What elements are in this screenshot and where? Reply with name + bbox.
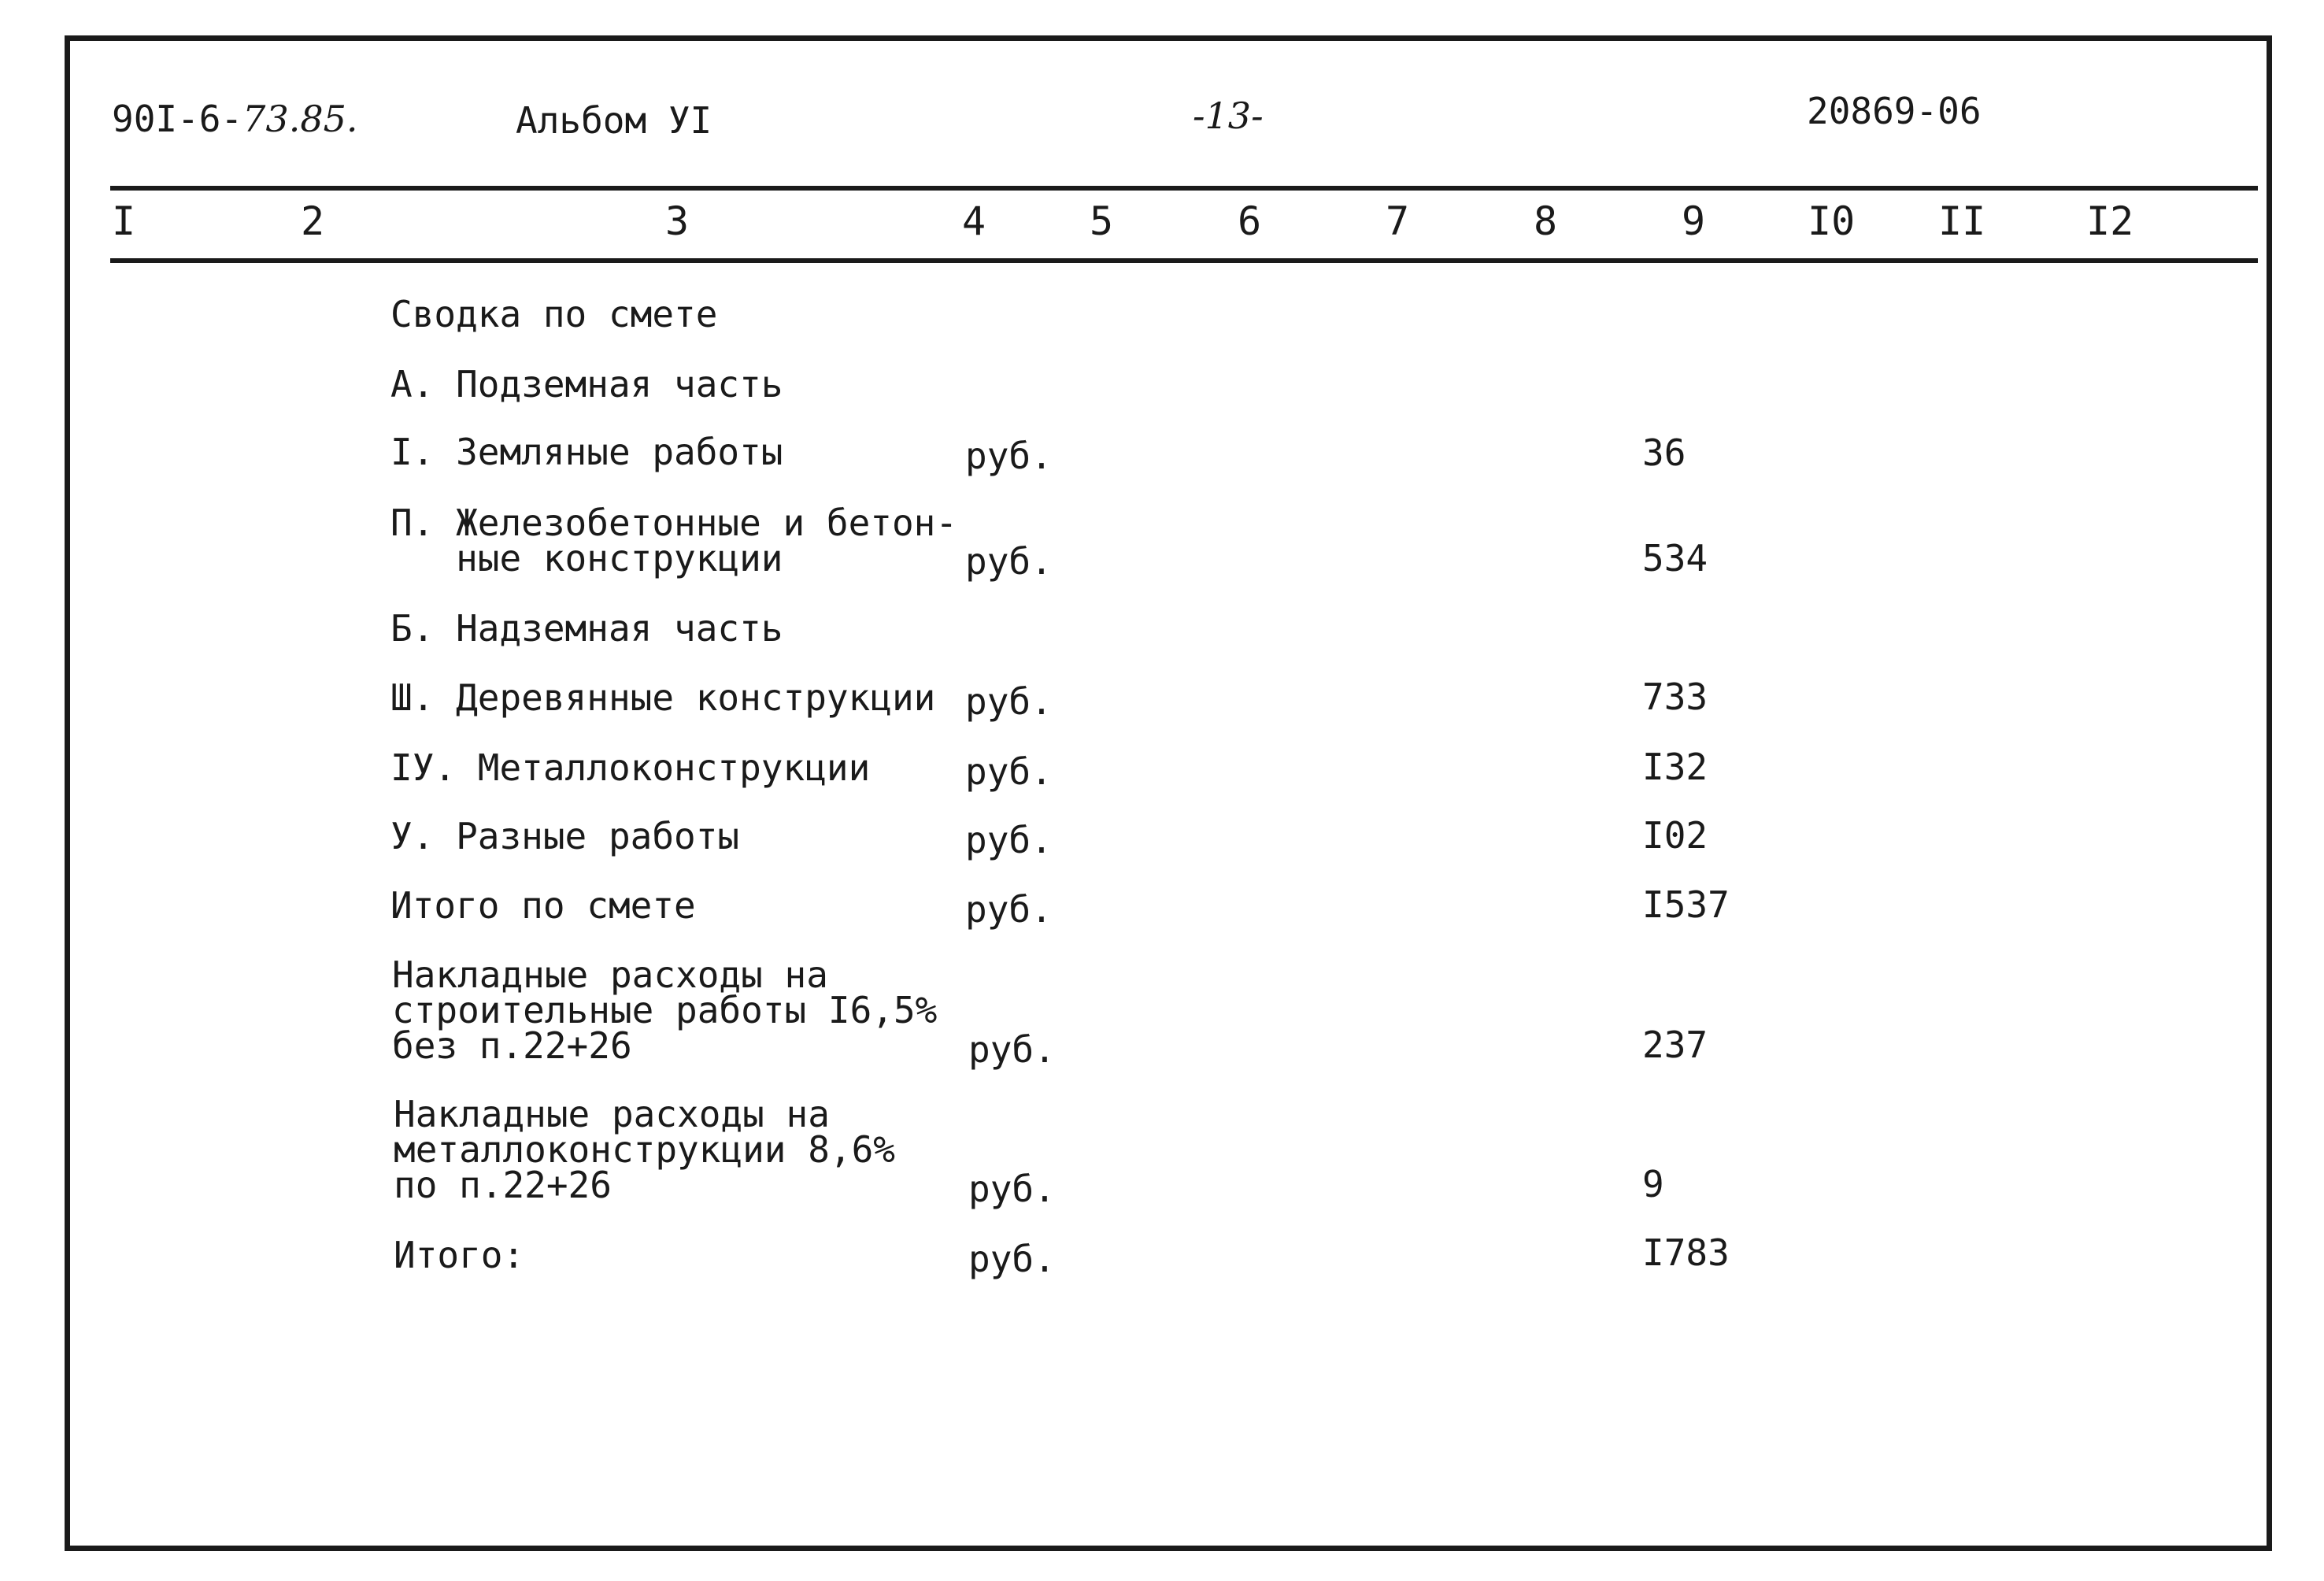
row-label: Ш. Деревянные конструкции	[390, 676, 936, 719]
column-number: I	[112, 198, 136, 244]
summary-title: Сводка по смете	[390, 293, 718, 335]
page-number: -13-	[1193, 94, 1264, 137]
row-label: Накладные расходы на строительные работы I6,5% без п.22+26	[392, 953, 938, 1067]
row-unit: руб.	[965, 680, 1053, 723]
section-heading-a: А. Подземная часть	[390, 363, 783, 405]
row-value: 534	[1642, 537, 1708, 579]
row-unit: руб.	[965, 540, 1053, 583]
row-value: 36	[1642, 431, 1686, 474]
header-rule-top	[110, 186, 2258, 191]
column-number: 7	[1386, 198, 1410, 244]
column-number: 9	[1682, 198, 1706, 244]
row-unit: руб.	[965, 435, 1053, 477]
document-code	[112, 98, 358, 140]
row-label: IУ. Металлоконструкции	[390, 746, 871, 789]
row-value: I32	[1642, 746, 1708, 788]
code-handwritten: 73.85.	[242, 98, 358, 140]
column-number: I2	[2086, 198, 2134, 244]
column-number: 6	[1238, 198, 1262, 244]
row-value: I783	[1642, 1231, 1730, 1274]
row-unit: руб.	[968, 1028, 1056, 1071]
row-value: I02	[1642, 814, 1708, 857]
row-value: 733	[1642, 676, 1708, 718]
row-unit: руб.	[965, 888, 1053, 931]
row-unit: руб.	[965, 750, 1053, 793]
row-label: Итого по смете	[390, 884, 696, 927]
row-label: Итого:	[394, 1234, 525, 1276]
doc-number: 20869-06	[1807, 90, 1982, 132]
row-label: У. Разные работы	[390, 815, 740, 857]
row-value: 9	[1642, 1163, 1664, 1205]
code-prefix: 90I-6-	[112, 98, 243, 140]
row-label: П. Железобетонные и бетон- ные конструкции	[390, 502, 958, 579]
column-number: 3	[665, 198, 690, 244]
album-label: Альбом УI	[516, 99, 712, 142]
row-unit: руб.	[968, 1168, 1056, 1210]
row-value: I537	[1642, 883, 1730, 926]
column-number: 2	[301, 198, 325, 244]
row-label: Накладные расходы на металлоконструкции 8,6% по п.22+26	[394, 1093, 895, 1206]
section-heading-b: Б. Надземная часть	[390, 607, 783, 650]
row-label: I. Земляные работы	[390, 431, 783, 473]
column-number: 5	[1090, 198, 1114, 244]
column-number: II	[1938, 198, 1986, 244]
header-rule-bottom	[110, 258, 2258, 263]
row-unit: руб.	[968, 1238, 1056, 1280]
column-number: 8	[1534, 198, 1558, 244]
column-number: I0	[1808, 198, 1856, 244]
column-number: 4	[962, 198, 986, 244]
row-value: 237	[1642, 1024, 1708, 1066]
row-unit: руб.	[965, 819, 1053, 861]
